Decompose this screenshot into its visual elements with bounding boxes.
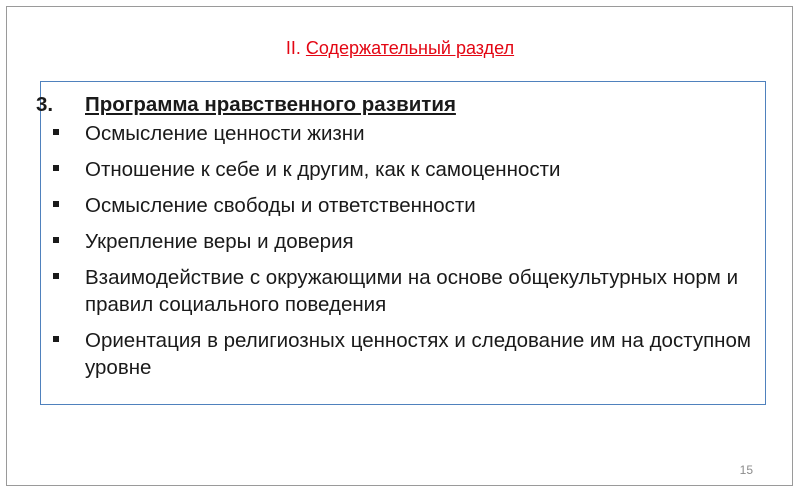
list-item: [41, 228, 761, 255]
list-item-text: Ориентация в религиозных ценностях и следование им на доступном уровне: [85, 329, 751, 379]
bullet-icon: [53, 336, 59, 342]
list-item: [41, 192, 761, 219]
section-number: II.: [285, 38, 301, 58]
list-item: [41, 327, 761, 381]
bullet-icon: [53, 165, 59, 171]
bullet-icon: [53, 201, 59, 207]
list-item: [41, 264, 761, 318]
content-box: [36, 81, 766, 405]
list-item-text: Взаимодействие с окружающими на основе общекультурных норм и правил социального поведения: [85, 266, 739, 316]
heading-text: Программа нравственного развития: [85, 93, 456, 116]
page-number: 15: [739, 463, 753, 477]
list-item: [41, 120, 761, 147]
heading-number: 3.: [36, 93, 54, 116]
program-heading: [36, 89, 761, 119]
section-title: Содержательный раздел: [305, 38, 515, 58]
list-item-text: Отношение к себе и к другим, как к самоценности: [85, 158, 561, 181]
bullet-icon: [53, 273, 59, 279]
list-item: [41, 156, 761, 183]
bullet-icon: [53, 237, 59, 243]
bullet-icon: [53, 129, 59, 135]
list-item-text: Осмысление ценности жизни: [85, 122, 365, 145]
bullet-list: [41, 120, 761, 390]
slide-title: [0, 38, 800, 59]
list-item-text: Осмысление свободы и ответственности: [85, 194, 476, 217]
list-item-text: Укрепление веры и доверия: [85, 230, 354, 253]
